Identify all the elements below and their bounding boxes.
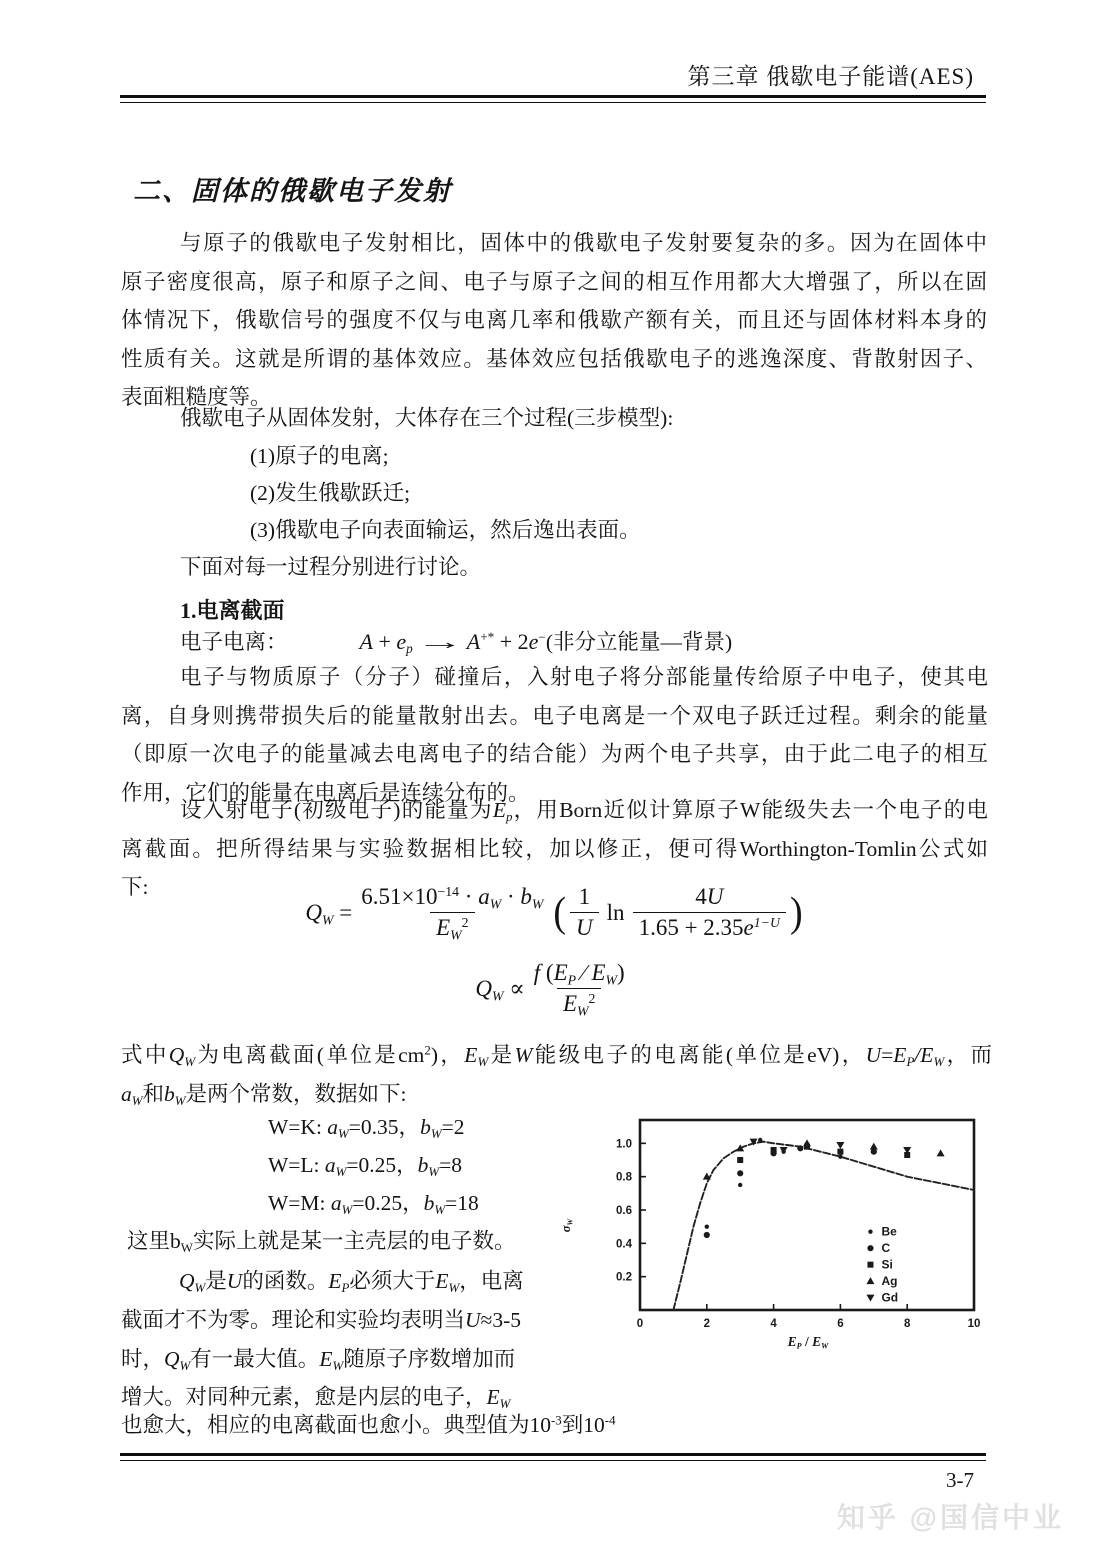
constants-w-l: W=L: $a_W=0.25$，$b_W=8$ <box>268 1153 463 1180</box>
paragraph-line: 设入射电子(初级电子)的能量为$E_p$，用Born近似计算原子W能级失去一个电子的电 <box>180 798 989 825</box>
page-number: 3-7 <box>946 1468 974 1492</box>
svg-text:Gd: Gd <box>881 1290 899 1305</box>
eq1-open-paren: ( <box>553 889 567 936</box>
worthington-tomlin-equation <box>121 884 988 941</box>
eq1-log-fraction <box>633 884 786 941</box>
footer-rule <box>120 1453 986 1461</box>
eq1-inv-den: U <box>570 912 599 941</box>
list-item-2: (2)发生俄歇跃迁; <box>250 481 411 505</box>
chapter-header: 第三章 俄歇电子能谱(AES) <box>687 64 974 89</box>
eq1-inverse-u-fraction <box>570 884 599 941</box>
figure-x-axis-label: $E_P / E_W$ <box>787 1334 829 1351</box>
eq1-main-fraction <box>355 884 549 941</box>
reaction-label: 电子电离： <box>180 630 288 654</box>
svg-text:0.8: 0.8 <box>616 1171 632 1184</box>
reaction-formula: $A + e_p \to A^{+*} + 2e^-$ <box>359 629 546 657</box>
electron-ionization-line <box>180 623 732 662</box>
paragraph-line: （即原一次电子的能量减去电离电子的结合能）为两个电子共享，由于此二电子的相互 <box>121 742 988 766</box>
eq2-numerator: f ($E_P$ ∕ $E_W$) <box>533 960 625 988</box>
constants-w-k: W=K: $a_W=0.35$，$b_W=2$ <box>268 1115 465 1142</box>
svg-text:Ag: Ag <box>881 1274 898 1289</box>
eq1-log-den: $1.65 + 2.35e^{1-U}$ <box>633 912 786 941</box>
ionization-chart-svg <box>586 1100 998 1332</box>
paragraph-line: 下: <box>121 875 149 899</box>
eq2-denominator: $E_W^2$ <box>557 988 601 1017</box>
paragraph-line: 式中$Q_W$为电离截面(单位是$cm^2$)，$E_W$是W能级电子的电离能(单位是eV)，$U=E_P/E_W$，而 <box>121 1043 992 1070</box>
svg-text:C: C <box>881 1241 891 1256</box>
svg-text:10: 10 <box>967 1318 981 1330</box>
constants-w-m: W=M: $a_W=0.25$，$b_W=18$ <box>268 1191 479 1218</box>
svg-text:1.0: 1.0 <box>616 1138 632 1151</box>
eq1-denominator: $E_W^2$ <box>430 912 474 941</box>
reaction-note: (非分立能量—背景) <box>545 630 733 654</box>
paragraph-line: 电子与物质原子（分子）碰撞后，入射电子将分部能量传给原子中电子，使其电 <box>180 665 988 689</box>
paragraph-electron-collision <box>121 658 988 812</box>
subsection-heading: 1.电离截面 <box>180 598 285 623</box>
watermark: 知乎 @国信中业 <box>836 1502 1064 1533</box>
eq1-log-num: 4U <box>695 884 724 909</box>
eq2-fraction <box>528 960 631 1017</box>
eq1-numerator: $6.51\times 10^{-14} \cdot a_W \cdot b_W$ <box>361 884 544 912</box>
three-step-intro: 俄歇电子从固体发射，大体存在三个过程(三步模型): <box>180 406 674 430</box>
svg-text:6: 6 <box>837 1318 844 1330</box>
svg-text:Be: Be <box>881 1224 897 1239</box>
side-line-nonzero: 截面才不为零。理论和实验均表明当U≈3-5 <box>121 1308 522 1332</box>
proportionality-equation <box>121 960 988 1017</box>
svg-text:Si: Si <box>881 1257 893 1272</box>
svg-text:0.2: 0.2 <box>616 1271 632 1284</box>
paragraph-line: 离截面。把所得结果与实验数据相比较，加以修正，便可得Worthington-Tomlin公式如 <box>121 836 988 861</box>
header-rule <box>120 95 986 103</box>
svg-text:8: 8 <box>903 1318 911 1330</box>
side-line-qw-function: $Q_W$是U的函数。$E_P$必须大于$E_W$，电离 <box>179 1269 524 1296</box>
svg-text:0.4: 0.4 <box>616 1238 632 1251</box>
side-line-increase: 增大。对同种元素，愈是内层的电子，$E_W$ <box>121 1385 511 1412</box>
eq1-ln: ln <box>606 899 625 925</box>
list-item-3: (3)俄歇电子向表面输运，然后逸出表面。 <box>250 518 641 542</box>
paragraph-line: 原子密度很高，原子和原子之间、电子与原子之间的相互作用都大大增强了，所以在固 <box>121 269 987 294</box>
paragraph-line: $a_W$和$b_W$是两个常数，数据如下: <box>121 1081 407 1108</box>
section-title: 二、固体的俄歇电子发射 <box>133 176 452 206</box>
paragraph-line: 作用，它们的能量在电离后是连续分布的。 <box>121 780 530 805</box>
paragraph-line: 性质有关。这就是所谓的基体效应。基体效应包括俄歇电子的逃逸深度、背散射因子、 <box>121 346 987 371</box>
svg-text:2: 2 <box>703 1318 711 1330</box>
svg-text:0: 0 <box>636 1318 644 1330</box>
paragraph-line: 表面粗糙度等。 <box>121 385 272 409</box>
paragraph-line: 离，自身则携带损失后的能量散射出去。电子电离是一个双电子跃迁过程。剩余的能量 <box>121 703 988 728</box>
svg-text:0.6: 0.6 <box>616 1205 632 1217</box>
eq2-lhs: $Q_W$ ∝ <box>475 975 525 1003</box>
eq1-inv-num: 1 <box>578 884 591 909</box>
ionization-cross-section-figure <box>559 1100 998 1362</box>
figure-y-axis-label: $\sigma_W$ <box>559 1218 575 1233</box>
side-line-maximum: 时，$Q_W$有一最大值。$E_W$随原子序数增加而 <box>121 1347 516 1374</box>
discussion-line: 下面对每一过程分别进行讨论。 <box>180 555 482 579</box>
paragraph-line: 与原子的俄歇电子发射相比，固体中的俄歇电子发射要复杂的多。因为在固体中 <box>180 231 987 255</box>
svg-text:4: 4 <box>770 1318 777 1330</box>
paragraph-line: 体情况下，俄歇信号的强度不仅与电离几率和俄歇产额有关，而且还与固体材料本身的 <box>121 308 987 332</box>
side-line-typical-values: 也愈大，相应的电离截面也愈小。典型值为$10^{-3}$到$10^{-4}$ <box>121 1413 616 1437</box>
paragraph-matrix-effect <box>121 224 987 417</box>
eq1-close-paren: ) <box>789 889 803 936</box>
side-line-bw-note: 这里$b_W$实际上就是某一主壳层的电子数。 <box>127 1229 516 1256</box>
list-item-1: (1)原子的电离; <box>250 444 389 468</box>
eq1-lhs: $Q_W$ = <box>305 899 353 927</box>
